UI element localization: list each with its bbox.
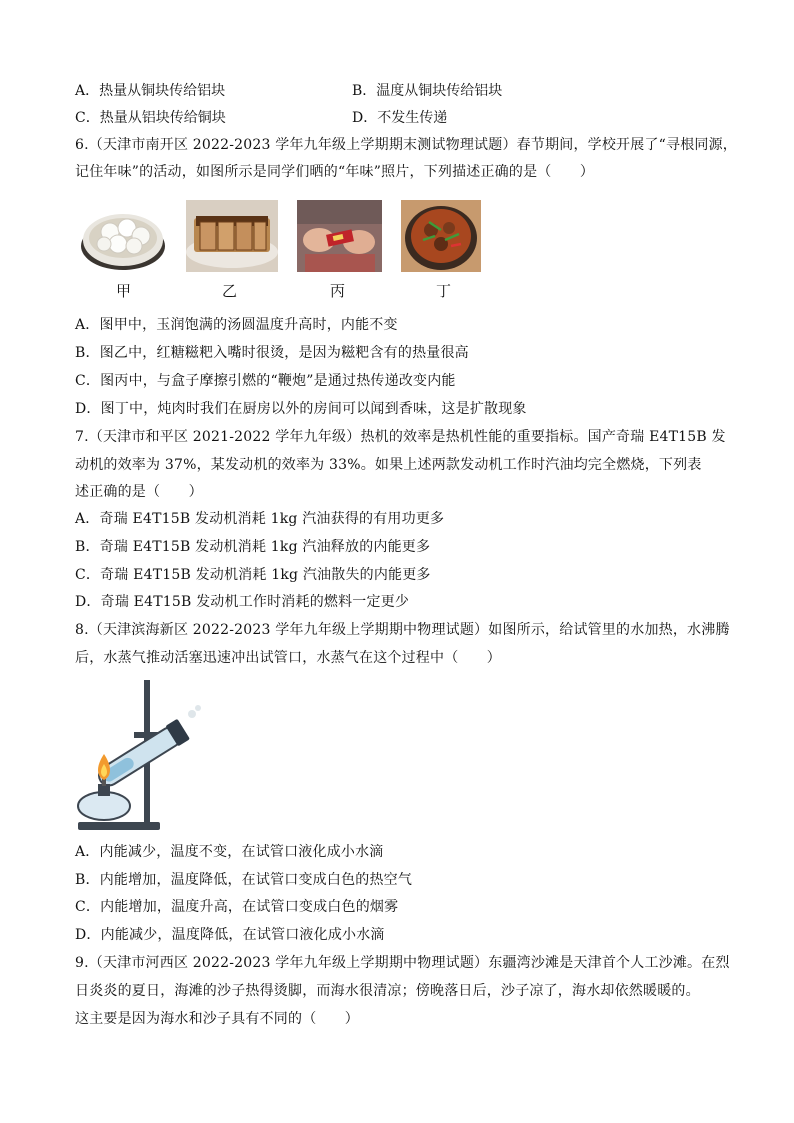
q9-stem-line-3: 这主要是因为海水和沙子具有不同的（ ） — [75, 1011, 359, 1027]
q8-option-c: C．内能增加，温度升高，在试管口变成白色的烟雾 — [75, 899, 399, 915]
q5-option-b: B．温度从铜块传给铝块 — [352, 83, 503, 99]
photo-ciba — [186, 200, 278, 272]
q9-stem-line-2: 日炎炎的夏日，海滩的沙子热得烫脚，而海水很清凉；傍晚落日后，沙子凉了，海水却依然暖暖的。 — [75, 983, 700, 999]
q5-option-d: D．不发生传递 — [352, 110, 448, 126]
photo-stew — [401, 200, 481, 272]
q8-option-a: A．内能减少，温度不变，在试管口液化成小水滴 — [75, 844, 384, 860]
q7-stem-line-1: 7.（天津市和平区 2021-2022 学年九年级）热机的效率是热机性能的重要指标。国产奇瑞 E4T15B 发 — [75, 429, 726, 445]
q6-option-a: A．图甲中，玉润饱满的汤圆温度升高时，内能不变 — [75, 317, 398, 333]
caption-jia: 甲 — [116, 282, 132, 300]
q7-option-a: A．奇瑞 E4T15B 发动机消耗 1kg 汽油获得的有用功更多 — [75, 511, 445, 527]
q7-option-b: B．奇瑞 E4T15B 发动机消耗 1kg 汽油释放的内能更多 — [75, 539, 431, 555]
q6-option-c: C．图丙中，与盒子摩擦引燃的“鞭炮”是通过热传递改变内能 — [75, 373, 456, 389]
q8-stem-line-2: 后，水蒸气推动活塞迅速冲出试管口，水蒸气在这个过程中（ ） — [75, 650, 501, 666]
q6-option-d: D．图丁中，炖肉时我们在厨房以外的房间可以闻到香味，这是扩散现象 — [75, 401, 527, 417]
caption-yi: 乙 — [222, 282, 238, 300]
q5-options-row-1 — [75, 80, 725, 100]
q6-stem-line-1: 6.（天津市南开区 2022-2023 学年九年级上学期期末测试物理试题）春节期间，学校开展了“寻根同源， — [75, 137, 738, 153]
q8-stem-line-1: 8.（天津滨海新区 2022-2023 学年九年级上学期期中物理试题）如图所示，给试管里的水加热，水沸腾 — [75, 622, 730, 638]
test-tube-apparatus-illustration — [74, 676, 214, 834]
photo-firecracker — [297, 200, 382, 272]
q7-option-c: C．奇瑞 E4T15B 发动机消耗 1kg 汽油散失的内能更多 — [75, 567, 431, 583]
q8-option-b: B．内能增加，温度降低，在试管口变成白色的热空气 — [75, 872, 413, 888]
q5-option-c: C．热量从铝块传给铜块 — [75, 110, 226, 126]
q7-option-d: D．奇瑞 E4T15B 发动机工作时消耗的燃料一定更少 — [75, 594, 410, 610]
q6-option-b: B．图乙中，红糖糍粑入嘴时很烫，是因为糍粑含有的热量很高 — [75, 345, 469, 361]
q9-stem-line-1: 9.（天津市河西区 2022-2023 学年九年级上学期期中物理试题）东疆湾沙滩是天津首个人工沙滩。在烈 — [75, 955, 730, 971]
q5-options-row-2 — [75, 107, 725, 127]
q5-option-a: A．热量从铜块传给铝块 — [75, 83, 226, 99]
photo-tangyuan — [80, 200, 166, 272]
q7-stem-line-2: 动机的效率为 37%，某发动机的效率为 33%。如果上述两款发动机工作时汽油均完全燃烧，下列表 — [75, 457, 702, 473]
q8-option-d: D．内能减少，温度降低，在试管口液化成小水滴 — [75, 927, 385, 943]
q7-stem-line-3: 述正确的是（ ） — [75, 484, 203, 500]
q6-stem-line-2: 记住年味”的活动，如图所示是同学们晒的“年味”照片，下列描述正确的是（ ） — [75, 164, 595, 180]
caption-ding: 丁 — [436, 282, 452, 300]
caption-bing: 丙 — [330, 282, 346, 300]
